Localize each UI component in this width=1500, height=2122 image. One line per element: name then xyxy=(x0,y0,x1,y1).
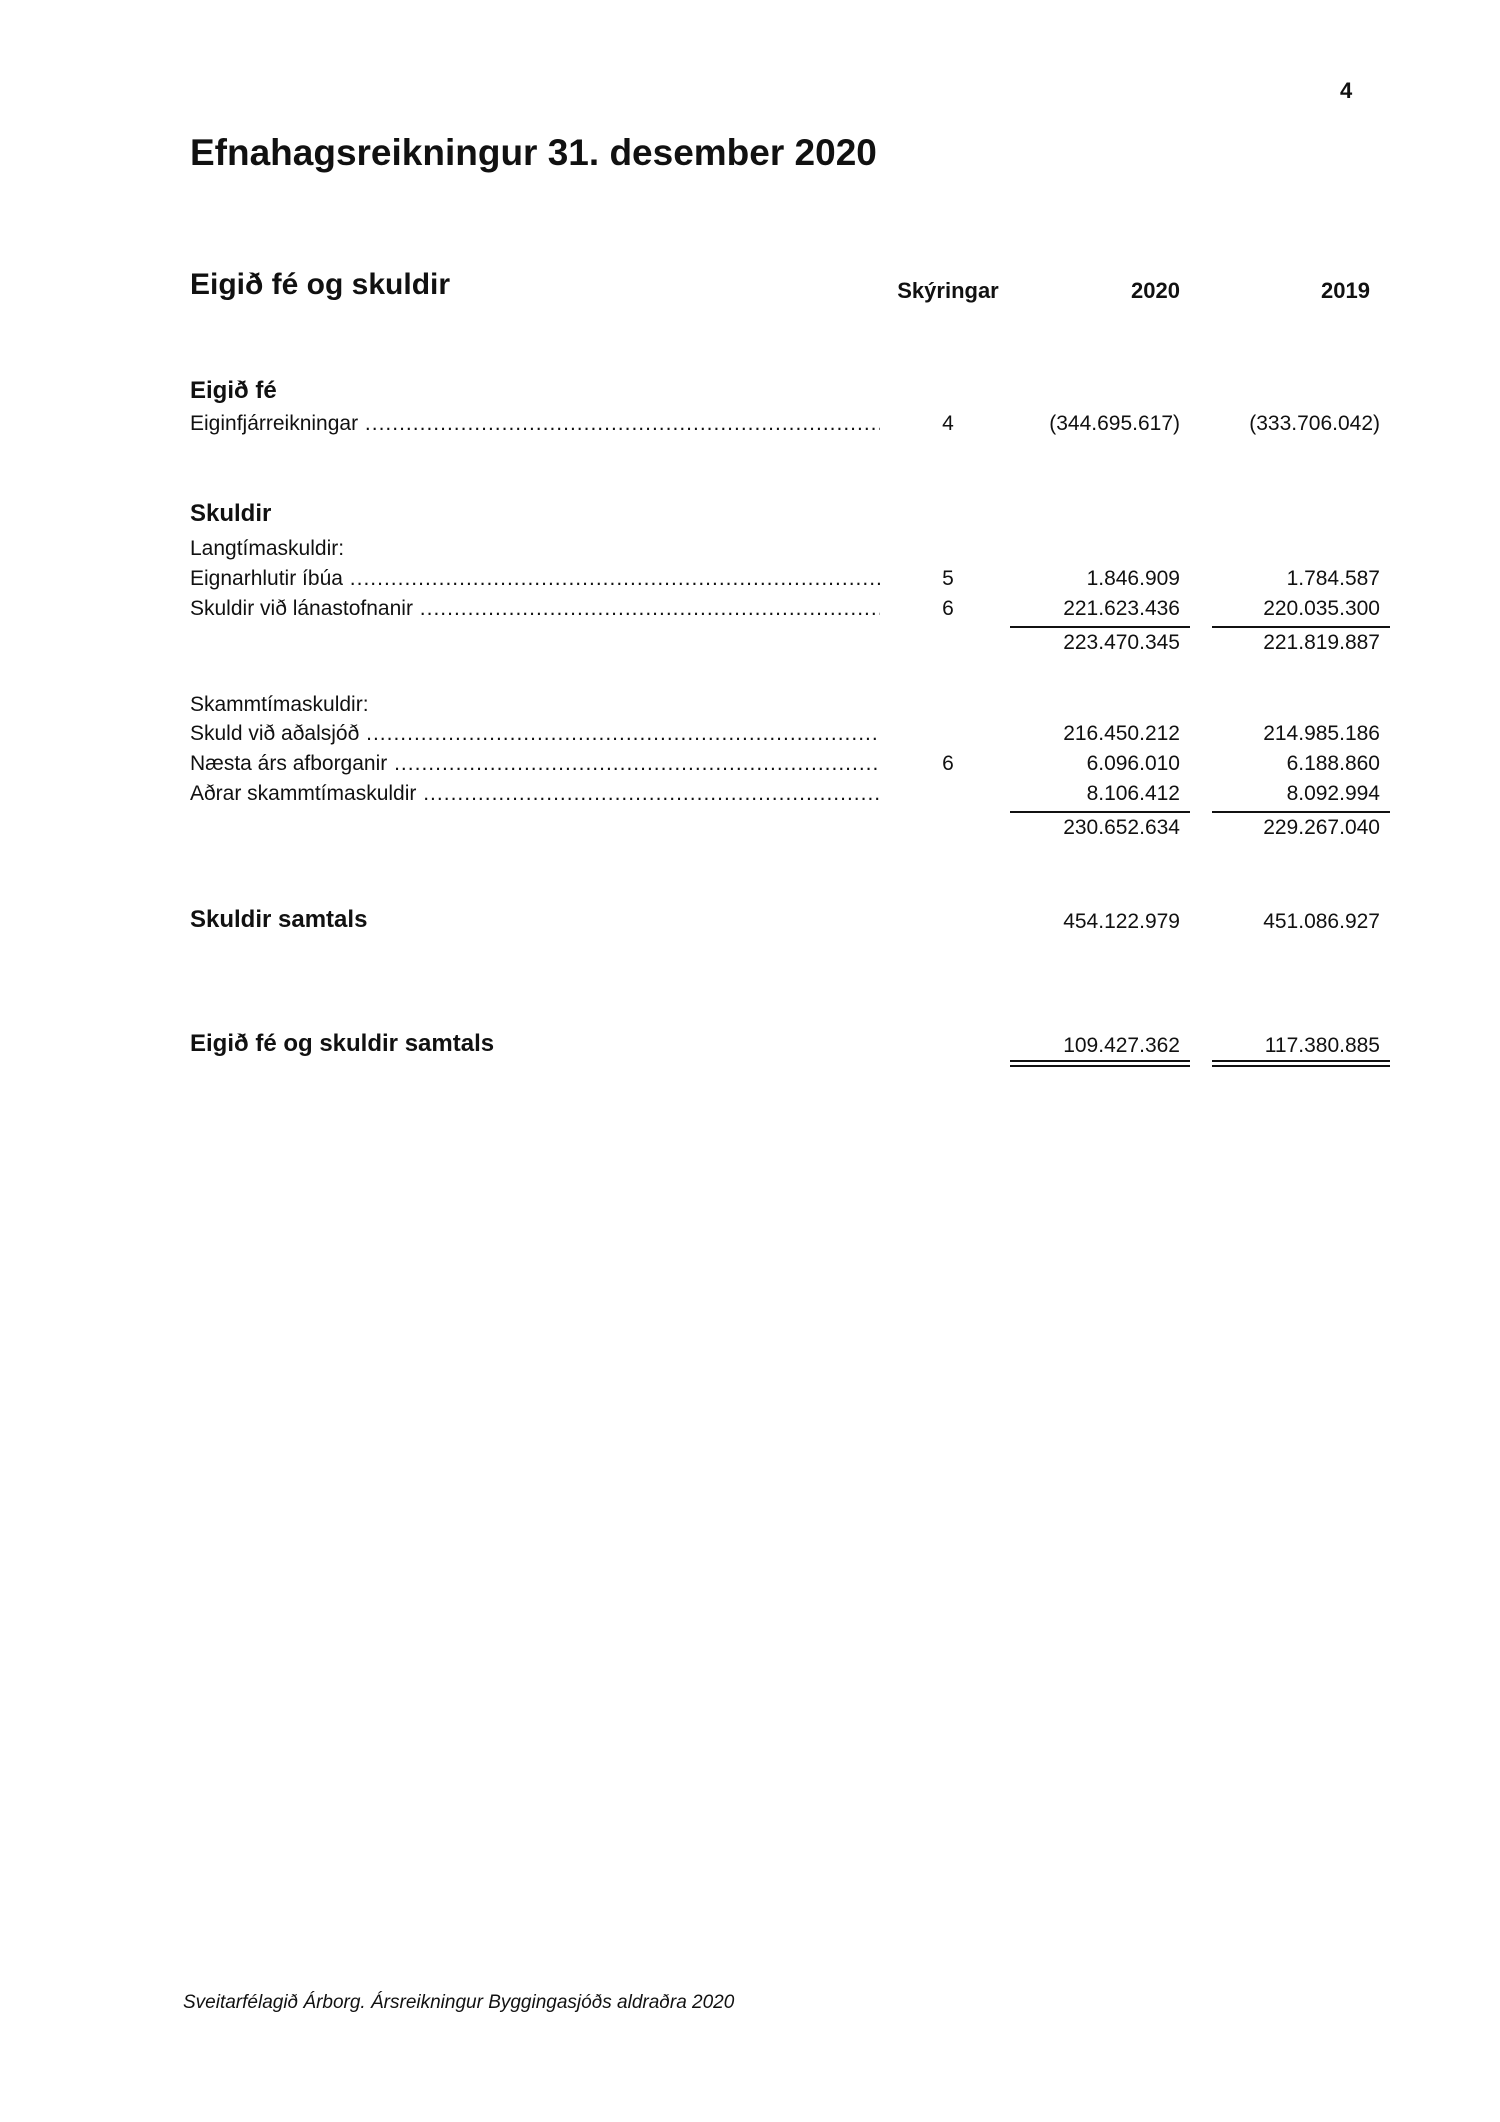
grand-total-double-underline-2020 xyxy=(1010,1065,1190,1067)
liabilities-total-2020: 454.122.979 xyxy=(1063,910,1180,933)
footer: Sveitarfélagið Árborg. Ársreikningur Byggingasjóðs aldraðra 2020 xyxy=(183,1992,735,2013)
row-note: 6 xyxy=(942,752,954,775)
column-header-2020: 2020 xyxy=(1131,278,1180,303)
long-term-subtotal-2020: 223.470.345 xyxy=(1063,631,1180,654)
liabilities-heading: Skuldir xyxy=(190,500,272,527)
table-row xyxy=(190,567,1390,597)
row-value-2020: 8.106.412 xyxy=(1086,782,1180,805)
short-term-subtotal-2020: 230.652.634 xyxy=(1063,816,1180,839)
grand-total-2019: 117.380.885 xyxy=(1264,1034,1380,1057)
row-value-2019: 214.985.186 xyxy=(1263,722,1380,745)
row-label: Skuld við aðalsjóð ..... xyxy=(190,722,880,746)
table-row xyxy=(190,597,1390,627)
grand-total-underline-2020 xyxy=(1010,1060,1190,1062)
grand-total-2020: 109.427.362 xyxy=(1063,1034,1180,1057)
page-number: 4 xyxy=(1340,78,1353,103)
short-term-subtotal-2019: 229.267.040 xyxy=(1263,816,1380,839)
subtotal-rule-2020 xyxy=(1010,626,1190,628)
short-term-heading: Skammtímaskuldir: xyxy=(190,693,369,716)
row-note: 4 xyxy=(942,412,954,435)
row-note: 6 xyxy=(942,597,954,620)
grand-total-double-underline-2019 xyxy=(1212,1065,1390,1067)
row-value-2020: 6.096.010 xyxy=(1086,752,1180,775)
row-label: Næsta árs afborganir ..... xyxy=(190,752,880,776)
row-label: Eignarhlutir íbúa ..... xyxy=(190,567,880,591)
section-title: Eigið fé og skuldir xyxy=(190,268,451,301)
row-value-2019: 1.784.587 xyxy=(1286,567,1380,590)
row-label: Eiginfjárreikningar ..... xyxy=(190,412,880,436)
row-value-2020: 216.450.212 xyxy=(1063,722,1180,745)
row-value-2020: 221.623.436 xyxy=(1063,597,1180,620)
liabilities-total-2019: 451.086.927 xyxy=(1263,910,1380,933)
column-header-2019: 2019 xyxy=(1321,278,1370,303)
subtotal-rule-2019 xyxy=(1212,811,1390,813)
table-row xyxy=(190,412,1390,442)
row-value-2020: (344.695.617) xyxy=(1049,412,1180,435)
row-value-2019: 220.035.300 xyxy=(1263,597,1380,620)
page-title: Efnahagsreikningur 31. desember 2020 xyxy=(190,132,877,173)
row-value-2019: (333.706.042) xyxy=(1249,412,1380,435)
long-term-subtotal-2019: 221.819.887 xyxy=(1263,631,1380,654)
table-row xyxy=(190,752,1390,782)
equity-heading: Eigið fé xyxy=(190,377,277,404)
subtotal-rule-2019 xyxy=(1212,626,1390,628)
row-value-2019: 6.188.860 xyxy=(1286,752,1380,775)
table-row xyxy=(190,782,1390,812)
row-note: 5 xyxy=(942,567,954,590)
grand-total-underline-2019 xyxy=(1212,1060,1390,1062)
liabilities-total-label: Skuldir samtals xyxy=(190,906,368,933)
grand-total-label: Eigið fé og skuldir samtals xyxy=(190,1030,495,1057)
row-label: Aðrar skammtímaskuldir ..... xyxy=(190,782,880,806)
long-term-heading: Langtímaskuldir: xyxy=(190,537,345,560)
row-value-2019: 8.092.994 xyxy=(1286,782,1380,805)
subtotal-rule-2020 xyxy=(1010,811,1190,813)
row-value-2020: 1.846.909 xyxy=(1086,567,1180,590)
column-header-notes: Skýringar xyxy=(897,278,999,303)
table-row xyxy=(190,722,1390,752)
row-label: Skuldir við lánastofnanir ..... xyxy=(190,597,880,621)
